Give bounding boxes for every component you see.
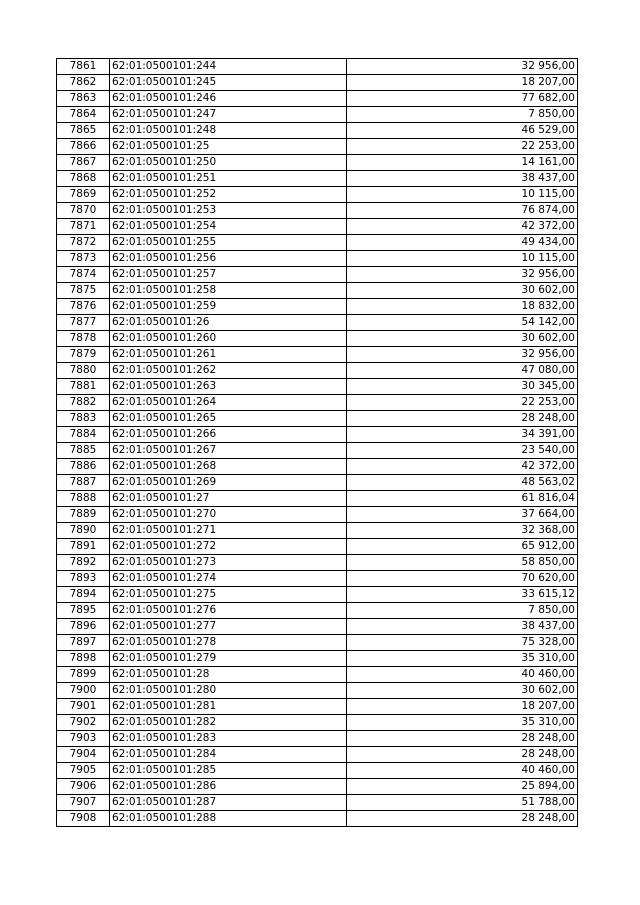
cadastral-number-cell: 62:01:0500101:261 xyxy=(110,347,347,363)
cadastral-number-cell: 62:01:0500101:248 xyxy=(110,123,347,139)
row-number-cell: 7887 xyxy=(57,475,110,491)
row-number-cell: 7894 xyxy=(57,587,110,603)
row-number-cell: 7899 xyxy=(57,667,110,683)
table-row xyxy=(57,411,578,427)
data-table xyxy=(56,58,578,827)
value-cell: 40 460,00 xyxy=(347,763,578,779)
value-cell: 61 816,04 xyxy=(347,491,578,507)
value-cell: 46 529,00 xyxy=(347,123,578,139)
row-number-cell: 7908 xyxy=(57,811,110,827)
value-cell: 32 956,00 xyxy=(347,347,578,363)
table-row xyxy=(57,315,578,331)
value-cell: 76 874,00 xyxy=(347,203,578,219)
value-cell: 77 682,00 xyxy=(347,91,578,107)
table-row xyxy=(57,171,578,187)
value-cell: 58 850,00 xyxy=(347,555,578,571)
table-row xyxy=(57,107,578,123)
row-number-cell: 7885 xyxy=(57,443,110,459)
table-row xyxy=(57,395,578,411)
cadastral-number-cell: 62:01:0500101:286 xyxy=(110,779,347,795)
table-body xyxy=(57,59,578,827)
table-row xyxy=(57,587,578,603)
row-number-cell: 7905 xyxy=(57,763,110,779)
cadastral-number-cell: 62:01:0500101:267 xyxy=(110,443,347,459)
value-cell: 18 207,00 xyxy=(347,699,578,715)
table-row xyxy=(57,763,578,779)
cadastral-number-cell: 62:01:0500101:264 xyxy=(110,395,347,411)
value-cell: 75 328,00 xyxy=(347,635,578,651)
table-row xyxy=(57,267,578,283)
table-row xyxy=(57,539,578,555)
cadastral-number-cell: 62:01:0500101:26 xyxy=(110,315,347,331)
cadastral-number-cell: 62:01:0500101:247 xyxy=(110,107,347,123)
value-cell: 35 310,00 xyxy=(347,715,578,731)
cadastral-number-cell: 62:01:0500101:284 xyxy=(110,747,347,763)
row-number-cell: 7883 xyxy=(57,411,110,427)
cadastral-number-cell: 62:01:0500101:280 xyxy=(110,683,347,699)
cadastral-number-cell: 62:01:0500101:283 xyxy=(110,731,347,747)
value-cell: 30 345,00 xyxy=(347,379,578,395)
table-row xyxy=(57,331,578,347)
cadastral-number-cell: 62:01:0500101:251 xyxy=(110,171,347,187)
table-row xyxy=(57,491,578,507)
table-row xyxy=(57,507,578,523)
table-row xyxy=(57,747,578,763)
row-number-cell: 7867 xyxy=(57,155,110,171)
table-row xyxy=(57,299,578,315)
table-row xyxy=(57,667,578,683)
row-number-cell: 7879 xyxy=(57,347,110,363)
cadastral-number-cell: 62:01:0500101:258 xyxy=(110,283,347,299)
table-row xyxy=(57,699,578,715)
row-number-cell: 7892 xyxy=(57,555,110,571)
value-cell: 22 253,00 xyxy=(347,395,578,411)
cadastral-number-cell: 62:01:0500101:269 xyxy=(110,475,347,491)
cadastral-number-cell: 62:01:0500101:28 xyxy=(110,667,347,683)
table-row xyxy=(57,635,578,651)
cadastral-number-cell: 62:01:0500101:265 xyxy=(110,411,347,427)
table-row xyxy=(57,459,578,475)
cadastral-number-cell: 62:01:0500101:250 xyxy=(110,155,347,171)
table-row xyxy=(57,203,578,219)
table-row xyxy=(57,795,578,811)
table-row xyxy=(57,779,578,795)
cadastral-number-cell: 62:01:0500101:287 xyxy=(110,795,347,811)
table-row xyxy=(57,651,578,667)
row-number-cell: 7863 xyxy=(57,91,110,107)
table-row xyxy=(57,731,578,747)
value-cell: 35 310,00 xyxy=(347,651,578,667)
table-row xyxy=(57,219,578,235)
value-cell: 54 142,00 xyxy=(347,315,578,331)
table-row xyxy=(57,235,578,251)
row-number-cell: 7877 xyxy=(57,315,110,331)
value-cell: 34 391,00 xyxy=(347,427,578,443)
value-cell: 42 372,00 xyxy=(347,459,578,475)
row-number-cell: 7897 xyxy=(57,635,110,651)
value-cell: 28 248,00 xyxy=(347,747,578,763)
cadastral-number-cell: 62:01:0500101:252 xyxy=(110,187,347,203)
row-number-cell: 7900 xyxy=(57,683,110,699)
table-row xyxy=(57,155,578,171)
cadastral-number-cell: 62:01:0500101:260 xyxy=(110,331,347,347)
value-cell: 38 437,00 xyxy=(347,619,578,635)
row-number-cell: 7898 xyxy=(57,651,110,667)
row-number-cell: 7874 xyxy=(57,267,110,283)
value-cell: 48 563,02 xyxy=(347,475,578,491)
row-number-cell: 7889 xyxy=(57,507,110,523)
cadastral-number-cell: 62:01:0500101:274 xyxy=(110,571,347,587)
value-cell: 22 253,00 xyxy=(347,139,578,155)
table-row xyxy=(57,443,578,459)
row-number-cell: 7862 xyxy=(57,75,110,91)
row-number-cell: 7861 xyxy=(57,59,110,75)
cadastral-number-cell: 62:01:0500101:271 xyxy=(110,523,347,539)
table-row xyxy=(57,715,578,731)
row-number-cell: 7893 xyxy=(57,571,110,587)
row-number-cell: 7896 xyxy=(57,619,110,635)
value-cell: 30 602,00 xyxy=(347,683,578,699)
table-row xyxy=(57,555,578,571)
table-row xyxy=(57,91,578,107)
cadastral-number-cell: 62:01:0500101:254 xyxy=(110,219,347,235)
value-cell: 28 248,00 xyxy=(347,731,578,747)
row-number-cell: 7870 xyxy=(57,203,110,219)
row-number-cell: 7869 xyxy=(57,187,110,203)
table-row xyxy=(57,811,578,827)
row-number-cell: 7890 xyxy=(57,523,110,539)
row-number-cell: 7903 xyxy=(57,731,110,747)
table-row xyxy=(57,139,578,155)
table-row xyxy=(57,187,578,203)
cadastral-number-cell: 62:01:0500101:253 xyxy=(110,203,347,219)
row-number-cell: 7881 xyxy=(57,379,110,395)
value-cell: 7 850,00 xyxy=(347,107,578,123)
cadastral-number-cell: 62:01:0500101:266 xyxy=(110,427,347,443)
row-number-cell: 7866 xyxy=(57,139,110,155)
cadastral-number-cell: 62:01:0500101:277 xyxy=(110,619,347,635)
cadastral-number-cell: 62:01:0500101:246 xyxy=(110,91,347,107)
table-row xyxy=(57,123,578,139)
cadastral-number-cell: 62:01:0500101:273 xyxy=(110,555,347,571)
value-cell: 30 602,00 xyxy=(347,283,578,299)
value-cell: 28 248,00 xyxy=(347,811,578,827)
cadastral-number-cell: 62:01:0500101:244 xyxy=(110,59,347,75)
row-number-cell: 7891 xyxy=(57,539,110,555)
cadastral-number-cell: 62:01:0500101:270 xyxy=(110,507,347,523)
table-row xyxy=(57,427,578,443)
value-cell: 42 372,00 xyxy=(347,219,578,235)
row-number-cell: 7880 xyxy=(57,363,110,379)
cadastral-number-cell: 62:01:0500101:272 xyxy=(110,539,347,555)
row-number-cell: 7888 xyxy=(57,491,110,507)
table-row xyxy=(57,59,578,75)
cadastral-number-cell: 62:01:0500101:268 xyxy=(110,459,347,475)
row-number-cell: 7884 xyxy=(57,427,110,443)
table-row xyxy=(57,683,578,699)
value-cell: 65 912,00 xyxy=(347,539,578,555)
cadastral-number-cell: 62:01:0500101:276 xyxy=(110,603,347,619)
cadastral-number-cell: 62:01:0500101:263 xyxy=(110,379,347,395)
row-number-cell: 7906 xyxy=(57,779,110,795)
value-cell: 28 248,00 xyxy=(347,411,578,427)
table-row xyxy=(57,379,578,395)
value-cell: 18 207,00 xyxy=(347,75,578,91)
value-cell: 23 540,00 xyxy=(347,443,578,459)
cadastral-number-cell: 62:01:0500101:256 xyxy=(110,251,347,267)
table-row xyxy=(57,523,578,539)
row-number-cell: 7895 xyxy=(57,603,110,619)
cadastral-number-cell: 62:01:0500101:27 xyxy=(110,491,347,507)
value-cell: 7 850,00 xyxy=(347,603,578,619)
cadastral-number-cell: 62:01:0500101:279 xyxy=(110,651,347,667)
table-row xyxy=(57,475,578,491)
value-cell: 32 368,00 xyxy=(347,523,578,539)
value-cell: 38 437,00 xyxy=(347,171,578,187)
table-row xyxy=(57,251,578,267)
value-cell: 70 620,00 xyxy=(347,571,578,587)
row-number-cell: 7904 xyxy=(57,747,110,763)
cadastral-number-cell: 62:01:0500101:255 xyxy=(110,235,347,251)
cadastral-number-cell: 62:01:0500101:285 xyxy=(110,763,347,779)
value-cell: 51 788,00 xyxy=(347,795,578,811)
cadastral-number-cell: 62:01:0500101:257 xyxy=(110,267,347,283)
value-cell: 40 460,00 xyxy=(347,667,578,683)
cadastral-number-cell: 62:01:0500101:288 xyxy=(110,811,347,827)
row-number-cell: 7864 xyxy=(57,107,110,123)
table-row xyxy=(57,603,578,619)
row-number-cell: 7882 xyxy=(57,395,110,411)
cadastral-number-cell: 62:01:0500101:278 xyxy=(110,635,347,651)
cadastral-number-cell: 62:01:0500101:281 xyxy=(110,699,347,715)
value-cell: 47 080,00 xyxy=(347,363,578,379)
table-row xyxy=(57,363,578,379)
value-cell: 30 602,00 xyxy=(347,331,578,347)
table-row xyxy=(57,347,578,363)
cadastral-number-cell: 62:01:0500101:25 xyxy=(110,139,347,155)
row-number-cell: 7901 xyxy=(57,699,110,715)
row-number-cell: 7871 xyxy=(57,219,110,235)
cadastral-number-cell: 62:01:0500101:282 xyxy=(110,715,347,731)
value-cell: 25 894,00 xyxy=(347,779,578,795)
row-number-cell: 7872 xyxy=(57,235,110,251)
table-row xyxy=(57,75,578,91)
row-number-cell: 7907 xyxy=(57,795,110,811)
row-number-cell: 7878 xyxy=(57,331,110,347)
row-number-cell: 7868 xyxy=(57,171,110,187)
row-number-cell: 7876 xyxy=(57,299,110,315)
row-number-cell: 7902 xyxy=(57,715,110,731)
cadastral-number-cell: 62:01:0500101:262 xyxy=(110,363,347,379)
cadastral-number-cell: 62:01:0500101:275 xyxy=(110,587,347,603)
row-number-cell: 7875 xyxy=(57,283,110,299)
value-cell: 32 956,00 xyxy=(347,59,578,75)
cadastral-number-cell: 62:01:0500101:245 xyxy=(110,75,347,91)
value-cell: 10 115,00 xyxy=(347,187,578,203)
value-cell: 10 115,00 xyxy=(347,251,578,267)
value-cell: 14 161,00 xyxy=(347,155,578,171)
table-row xyxy=(57,283,578,299)
table-row xyxy=(57,619,578,635)
row-number-cell: 7865 xyxy=(57,123,110,139)
value-cell: 32 956,00 xyxy=(347,267,578,283)
cadastral-number-cell: 62:01:0500101:259 xyxy=(110,299,347,315)
table-row xyxy=(57,571,578,587)
value-cell: 18 832,00 xyxy=(347,299,578,315)
row-number-cell: 7886 xyxy=(57,459,110,475)
value-cell: 33 615,12 xyxy=(347,587,578,603)
row-number-cell: 7873 xyxy=(57,251,110,267)
value-cell: 49 434,00 xyxy=(347,235,578,251)
value-cell: 37 664,00 xyxy=(347,507,578,523)
